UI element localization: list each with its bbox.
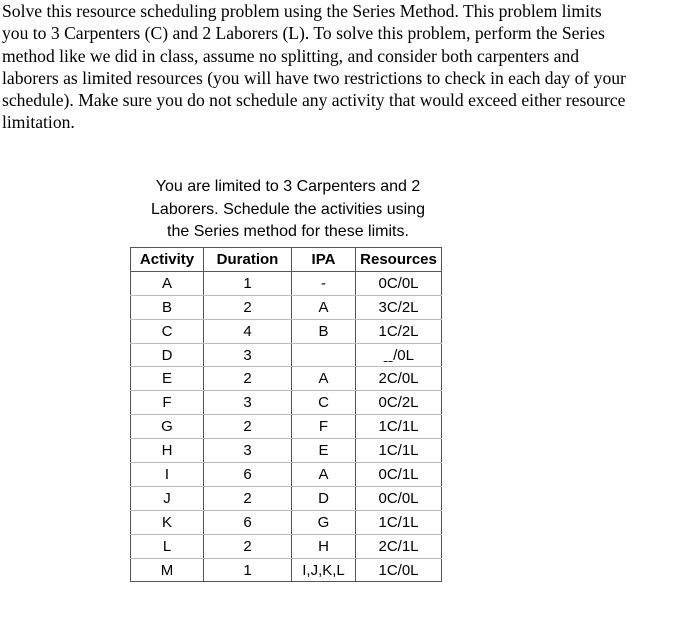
cell-duration: 4 (204, 319, 292, 343)
cell-resources: 1C/1L (356, 439, 442, 463)
cell-activity: K (131, 510, 204, 534)
cell-resources: 0C/0L (356, 271, 442, 295)
cell-duration: 3 (204, 439, 292, 463)
table-row (131, 558, 442, 582)
table-row (131, 319, 442, 343)
cell-activity: L (131, 534, 204, 558)
table-row (131, 343, 442, 367)
cell-resources: 3C/2L (356, 295, 442, 319)
cell-ipa: A (292, 295, 356, 319)
cell-duration: 2 (204, 486, 292, 510)
cell-activity: G (131, 415, 204, 439)
cell-resources: 0C/2L (356, 391, 442, 415)
cell-activity: H (131, 439, 204, 463)
cell-ipa: D (292, 486, 356, 510)
cell-ipa: - (292, 271, 356, 295)
cell-activity: B (131, 295, 204, 319)
cell-duration: 1 (204, 558, 292, 582)
cell-duration: 1 (204, 271, 292, 295)
cell-ipa: H (292, 534, 356, 558)
cell-duration: 2 (204, 415, 292, 439)
cell-resources: 1C/1L (356, 510, 442, 534)
cell-resources: 2C/0L (356, 367, 442, 391)
activity-table (130, 247, 442, 582)
table-row (131, 367, 442, 391)
table-row (131, 439, 442, 463)
header-resources: Resources (356, 248, 442, 272)
header-duration: Duration (204, 248, 292, 272)
cell-activity: I (131, 463, 204, 487)
cell-activity: A (131, 271, 204, 295)
cell-resources: 2C/1L (356, 534, 442, 558)
cell-resources: 1C/2L (356, 319, 442, 343)
cell-activity: D (131, 343, 204, 367)
header-activity: Activity (131, 248, 204, 272)
cell-activity: E (131, 367, 204, 391)
table-row (131, 391, 442, 415)
cell-resources: 0C/0L (356, 486, 442, 510)
table-caption: You are limited to 3 Carpenters and 2 Laborers. Schedule the activities using the Series method for these limits. (151, 178, 425, 240)
cell-ipa: I,J,K,L (292, 558, 356, 582)
cell-ipa: E (292, 439, 356, 463)
cell-activity: C (131, 319, 204, 343)
cell-duration: 2 (204, 367, 292, 391)
cell-resources: ˍˍ/0L (356, 343, 442, 367)
cell-ipa: A (292, 463, 356, 487)
cell-ipa: F (292, 415, 356, 439)
cell-ipa (292, 343, 356, 367)
cell-duration: 3 (204, 343, 292, 367)
cell-duration: 6 (204, 463, 292, 487)
table-row (131, 295, 442, 319)
table-row (131, 486, 442, 510)
cell-ipa: A (292, 367, 356, 391)
cell-duration: 2 (204, 295, 292, 319)
table-row (131, 510, 442, 534)
cell-ipa: B (292, 319, 356, 343)
cell-activity: J (131, 486, 204, 510)
table-row (131, 271, 442, 295)
cell-duration: 6 (204, 510, 292, 534)
cell-activity: M (131, 558, 204, 582)
problem-statement: Solve this resource scheduling problem using the Series Method. This problem limits you to 3 Carpenters (C) and 2 Laborers (L). To solve this problem, perform the Series method like we did in class, assume no splitting, and consider both carpenters and laborers as limited resources (you will have two restrictions to check in each day of your schedule). Make sure you do not schedule any activity that would exceed either resource limitation. (2, 1, 626, 133)
cell-ipa: C (292, 391, 356, 415)
cell-resources: 0C/1L (356, 463, 442, 487)
table-row (131, 463, 442, 487)
table-header-row (131, 248, 442, 272)
cell-resources: 1C/0L (356, 558, 442, 582)
cell-ipa: G (292, 510, 356, 534)
table-row (131, 534, 442, 558)
table-row (131, 415, 442, 439)
cell-duration: 2 (204, 534, 292, 558)
cell-activity: F (131, 391, 204, 415)
cell-resources: 1C/1L (356, 415, 442, 439)
cell-duration: 3 (204, 391, 292, 415)
header-ipa: IPA (292, 248, 356, 272)
